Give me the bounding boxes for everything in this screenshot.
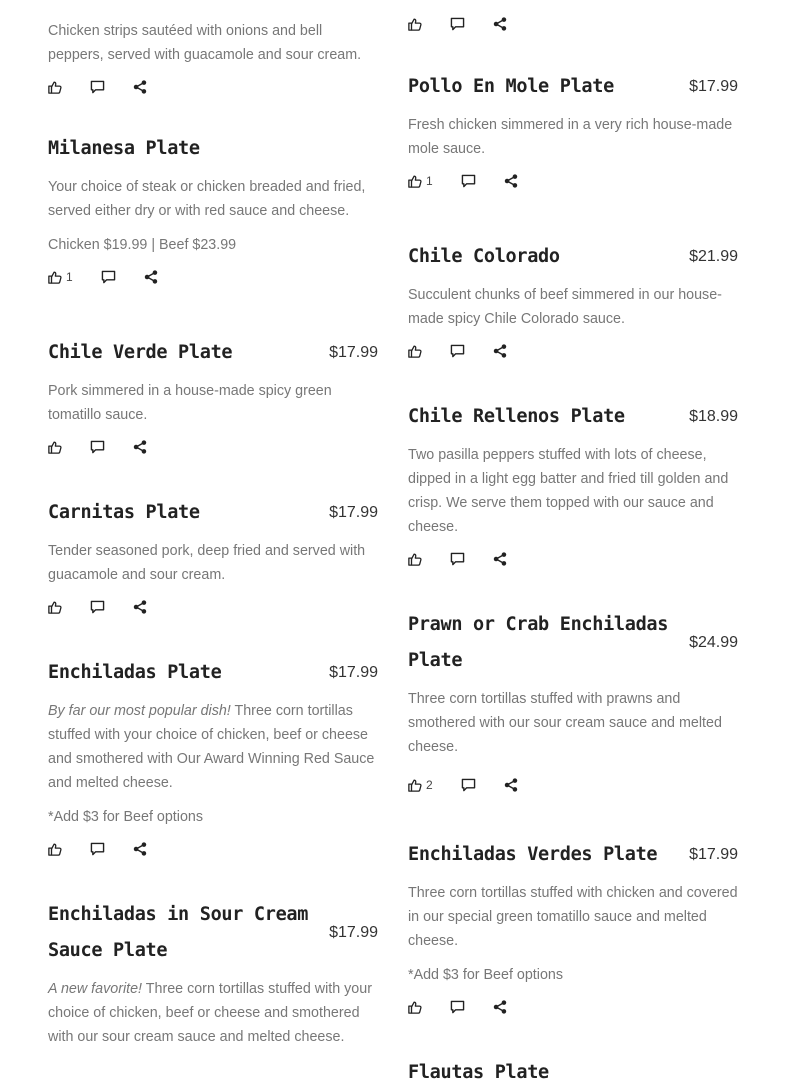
- item-title: Enchiladas in Sour Cream Sauce Plate: [48, 904, 309, 961]
- item-actions: [48, 437, 378, 457]
- share-button[interactable]: [133, 440, 147, 454]
- like-button[interactable]: [408, 174, 433, 188]
- share-button[interactable]: [493, 17, 507, 31]
- thumbs-up-icon: [48, 600, 62, 614]
- menu-item-enchiladas: [48, 655, 378, 859]
- item-description: Three corn tortillas stuffed with prawns and smothered with our sour cream sauce and melted cheese.: [408, 691, 722, 755]
- item-title: Enchiladas Verdes Plate: [408, 844, 658, 865]
- share-button[interactable]: [493, 1000, 507, 1014]
- item-header: [48, 335, 378, 371]
- share-icon: [133, 842, 147, 856]
- menu-item-enchiladas-verdes: [408, 837, 738, 1017]
- share-icon: [133, 600, 147, 614]
- item-header: [408, 1055, 738, 1091]
- item-description: Tender seasoned pork, deep fried and served with guacamole and sour cream.: [48, 543, 366, 583]
- item-note: *Add $3 for Beef options: [48, 809, 203, 825]
- item-header: [408, 239, 738, 275]
- like-button[interactable]: [48, 600, 62, 614]
- share-icon: [493, 1000, 507, 1014]
- item-description: Your choice of steak or chicken breaded and fried, served either dry or with red sauce and cheese.: [48, 179, 366, 219]
- item-actions: [48, 839, 378, 859]
- item-note: Chicken $19.99 | Beef $23.99: [48, 237, 237, 253]
- item-description-text: Three corn tortillas stuffed with your choice of chicken, beef or cheese and smothered with Our Award Winning Red Sauce and melted cheese.: [48, 703, 375, 791]
- thumbs-up-icon: [408, 17, 422, 31]
- share-button[interactable]: [133, 600, 147, 614]
- share-button[interactable]: [133, 80, 147, 94]
- thumbs-up-icon: [408, 552, 422, 566]
- comment-button[interactable]: [450, 17, 465, 31]
- item-actions: [48, 267, 378, 287]
- item-description: Pork simmered in a house-made spicy green tomatillo sauce.: [48, 383, 332, 423]
- item-header: [48, 897, 378, 969]
- item-price: $17.99: [329, 344, 378, 361]
- like-count: 2: [426, 778, 433, 792]
- item-price: $24.99: [689, 634, 738, 651]
- item-description: [48, 699, 378, 795]
- item-description: [48, 977, 378, 1049]
- item-description: Two pasilla peppers stuffed with lots of cheese, dipped in a light egg batter and fried till golden and crisp. We serve them topped with our sauce and cheese.: [408, 447, 729, 535]
- like-button[interactable]: [408, 1000, 422, 1014]
- item-title: Carnitas Plate: [48, 502, 200, 523]
- menu-item-milanesa: [48, 131, 378, 287]
- item-actions: [408, 14, 738, 34]
- item-actions: [48, 597, 378, 617]
- item-description: Succulent chunks of beef simmered in our house-made spicy Chile Colorado sauce.: [408, 287, 722, 327]
- item-actions: [408, 341, 738, 361]
- item-title: Prawn or Crab Enchiladas Plate: [408, 614, 669, 671]
- comment-button[interactable]: [461, 778, 476, 792]
- like-button[interactable]: [408, 552, 422, 566]
- thumbs-up-icon: [48, 440, 62, 454]
- comment-button[interactable]: [450, 1000, 465, 1014]
- comment-icon: [90, 842, 105, 856]
- item-highlight: A new favorite!: [48, 981, 143, 997]
- thumbs-up-icon: [48, 80, 62, 94]
- comment-icon: [90, 600, 105, 614]
- share-button[interactable]: [493, 344, 507, 358]
- like-button[interactable]: [48, 270, 73, 284]
- menu-item-flautas: [408, 1055, 738, 1091]
- like-button[interactable]: [48, 80, 62, 94]
- share-icon: [144, 270, 158, 284]
- item-title: Enchiladas Plate: [48, 662, 222, 683]
- item-note: *Add $3 for Beef options: [408, 967, 563, 983]
- item-price: $17.99: [329, 664, 378, 681]
- thumbs-up-icon: [408, 778, 422, 792]
- item-description: Three corn tortillas stuffed with chicken and covered in our special green tomatillo sauce and melted cheese.: [408, 885, 738, 949]
- item-price: $17.99: [329, 924, 378, 941]
- like-button[interactable]: [408, 17, 422, 31]
- thumbs-up-icon: [48, 842, 62, 856]
- thumbs-up-icon: [48, 270, 62, 284]
- comment-icon: [450, 17, 465, 31]
- thumbs-up-icon: [408, 1000, 422, 1014]
- menu-item-chile-colorado: [408, 239, 738, 361]
- item-header: [408, 837, 738, 873]
- thumbs-up-icon: [408, 344, 422, 358]
- thumbs-up-icon: [408, 174, 422, 188]
- item-price: $17.99: [689, 846, 738, 863]
- item-title: Pollo En Mole Plate: [408, 76, 614, 97]
- menu-item-pollo-mole: [408, 69, 738, 191]
- comment-button[interactable]: [90, 600, 105, 614]
- item-header: [408, 607, 738, 679]
- item-title: Chile Verde Plate: [48, 342, 233, 363]
- menu-item-carnitas: [48, 495, 378, 617]
- share-button[interactable]: [133, 842, 147, 856]
- item-actions: [408, 775, 738, 795]
- comment-icon: [450, 344, 465, 358]
- item-price: $17.99: [329, 504, 378, 521]
- share-button[interactable]: [493, 552, 507, 566]
- item-title: Flautas Plate: [408, 1062, 549, 1083]
- item-header: [408, 399, 738, 435]
- comment-icon: [450, 552, 465, 566]
- menu-item-enchiladas-sour-cream: [48, 897, 378, 1049]
- share-button[interactable]: [144, 270, 158, 284]
- comment-button[interactable]: [450, 344, 465, 358]
- item-price: $21.99: [689, 248, 738, 265]
- comment-icon: [101, 270, 116, 284]
- item-title: Chile Rellenos Plate: [408, 406, 625, 427]
- item-description: Chicken strips sautéed with onions and bell peppers, served with guacamole and sour cream.: [48, 23, 362, 63]
- item-title: Chile Colorado: [408, 246, 560, 267]
- item-actions: [408, 171, 738, 191]
- share-icon: [493, 552, 507, 566]
- item-title: Milanesa Plate: [48, 138, 200, 159]
- item-actions: [48, 77, 378, 97]
- comment-button[interactable]: [101, 270, 116, 284]
- comment-button[interactable]: [461, 174, 476, 188]
- like-button[interactable]: [48, 842, 62, 856]
- share-icon: [493, 344, 507, 358]
- item-price: $18.99: [689, 408, 738, 425]
- item-highlight: By far our most popular dish!: [48, 703, 231, 719]
- share-icon: [504, 778, 518, 792]
- comment-button[interactable]: [90, 80, 105, 94]
- comment-icon: [90, 80, 105, 94]
- share-icon: [504, 174, 518, 188]
- share-icon: [133, 80, 147, 94]
- comment-icon: [461, 778, 476, 792]
- share-icon: [493, 17, 507, 31]
- menu-item-previous-actions: [408, 14, 738, 34]
- item-price: $17.99: [689, 78, 738, 95]
- menu-item-chile-verde: [48, 335, 378, 457]
- item-description: Fresh chicken simmered in a very rich house-made mole sauce.: [408, 117, 733, 157]
- item-actions: [408, 549, 738, 569]
- comment-button[interactable]: [450, 552, 465, 566]
- item-header: [48, 131, 378, 167]
- menu-item-fajitas: [48, 19, 378, 97]
- like-count: 1: [426, 174, 433, 188]
- like-button[interactable]: [408, 344, 422, 358]
- comment-icon: [450, 1000, 465, 1014]
- comment-button[interactable]: [90, 440, 105, 454]
- item-header: [48, 655, 378, 691]
- like-count: 1: [66, 270, 73, 284]
- item-actions: [408, 997, 738, 1017]
- share-button[interactable]: [504, 174, 518, 188]
- menu-item-prawn-crab: [408, 607, 738, 795]
- comment-icon: [90, 440, 105, 454]
- share-button[interactable]: [504, 778, 518, 792]
- item-header: [48, 495, 378, 531]
- item-header: [408, 69, 738, 105]
- share-icon: [133, 440, 147, 454]
- like-button[interactable]: [408, 778, 433, 792]
- menu-item-chile-rellenos: [408, 399, 738, 569]
- comment-button[interactable]: [90, 842, 105, 856]
- item-description-text: Three corn tortillas stuffed with your choice of chicken, beef or cheese and smothered with our sour cream sauce and melted cheese.: [48, 981, 372, 1045]
- like-button[interactable]: [48, 440, 62, 454]
- comment-icon: [461, 174, 476, 188]
